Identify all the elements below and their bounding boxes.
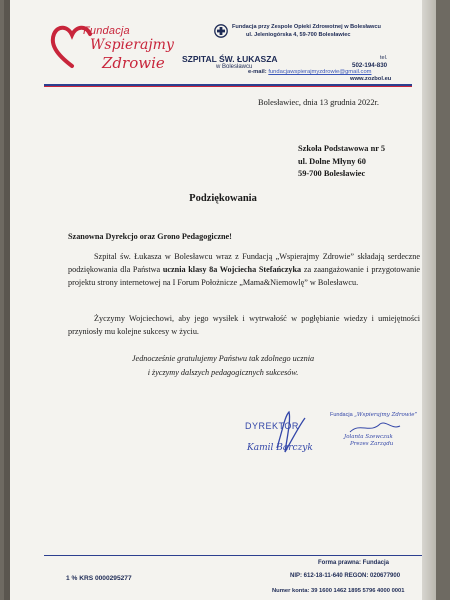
stamp-title: Prezes Zarządu: [350, 441, 394, 447]
signature-scribble-icon: [235, 408, 345, 468]
letter-closing: [10, 352, 436, 380]
letter-paragraph-1: [68, 250, 420, 290]
letter-greeting: Szanowna Dyrekcjo oraz Grono Pedagogiczne!: [68, 232, 232, 241]
footer-legal-form: Forma prawna: Fundacja: [318, 560, 390, 566]
director-role: DYREKTOR: [245, 421, 299, 431]
letter-date: Bolesławiec, dnia 13 grudnia 2022r.: [258, 98, 379, 107]
director-name: Kamil Barczyk: [247, 443, 313, 453]
paragraph-text: za zaangażowanie i przygotowanie projektu strony internetowej na I Forum Położnicze „Mama&Niemowlę” w Bolesławcu.: [68, 265, 420, 288]
email-label: e-mail:: [248, 69, 267, 75]
footer-account: Numer konta: 39 1600 1462 1895 5796 4000 0001: [272, 588, 405, 594]
foundation-affiliation: Fundacja przy Zespole Opieki Zdrowotnej w Bolesławcu: [232, 24, 381, 30]
footer-krs: 1 % KRS 0000295277: [66, 575, 132, 582]
hospital-name: SZPITAL ŚW. ŁUKASZA: [182, 54, 278, 64]
header-divider-accent: [44, 86, 412, 87]
foundation-logo: [50, 22, 174, 74]
recipient-line: Szkoła Podstawowa nr 5: [298, 144, 386, 153]
tel-label: tel.: [380, 55, 388, 61]
logo-text-line3: Zdrowie: [102, 54, 165, 72]
email-row: [248, 69, 372, 75]
email-link[interactable]: fundacjawspierajmyzdrowie@gmail.com: [268, 69, 372, 75]
letter-page: [10, 0, 436, 600]
logo-text-line1: Fundacja: [83, 25, 130, 37]
footer-divider: [44, 555, 422, 556]
foundation-address: ul. Jeleniogórska 4, 59-700 Bolesławiec: [246, 32, 351, 38]
director-signature: [235, 408, 345, 468]
recipient-address: [298, 143, 385, 181]
stamp-org-name: „Wspierajmy Zdrowie”: [354, 412, 418, 418]
letter-title: Podziękowania: [189, 193, 257, 204]
footer-nip: NIP: 612-18-11-640 REGON: 020677900: [290, 573, 401, 579]
closing-line-2: i życzymy dalszych pedagogicznych sukcesów.: [147, 368, 299, 377]
recipient-line: ul. Dolne Młyny 60: [298, 156, 366, 166]
paragraph-text: Szpital św. Łukasza w Bolesławcu wraz z Fundacją „Wspierajmy Zdrowie” składają serdeczne podziękowania dla Państwa: [68, 252, 420, 275]
logo-text-line2: Wspierajmy: [90, 37, 174, 53]
tel-number: 502-194-830: [352, 62, 388, 69]
stamp-org-label: Fundacja: [330, 412, 353, 418]
hospital-cross-icon: [214, 24, 228, 38]
paper-edge-stack: [422, 0, 436, 600]
letter-paragraph-2: Życzymy Wojciechowi, aby jego wysiłek i wytrwałość w pogłębianie wiedzy i umiejętności przyniosły mu kolejne sukcesy w życiu.: [68, 314, 420, 337]
closing-line-1: Jednocześnie gratulujemy Państwu tak zdolnego ucznia: [131, 354, 315, 363]
hospital-city: w Bolesławcu: [216, 64, 253, 70]
student-name: ucznia klasy 8a Wojciecha Stefańczyka: [162, 265, 302, 275]
stamp-person: Jolanta Szewczuk: [344, 434, 393, 440]
foundation-stamp: [330, 412, 420, 458]
website-link[interactable]: www.zozbol.eu: [350, 76, 392, 82]
recipient-line: 59-700 Bolesławiec: [298, 169, 366, 178]
